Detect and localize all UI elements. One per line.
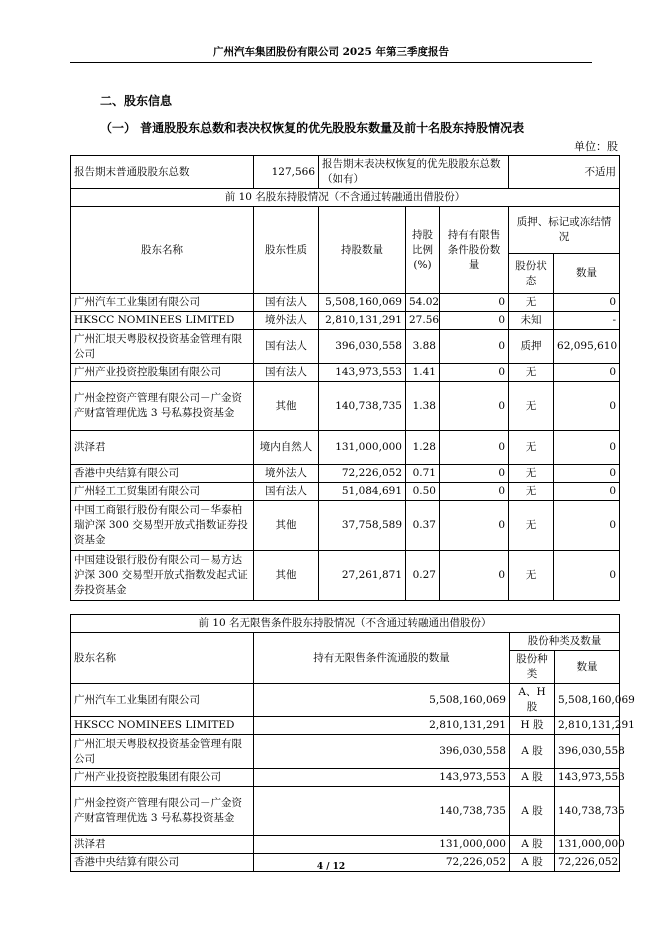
shareholder-nature: 境内自然人 bbox=[254, 431, 319, 465]
share-type: A 股 bbox=[510, 787, 555, 836]
u-col-header-shares: 持有无限售条件流通股的数量 bbox=[254, 633, 510, 684]
share-qty: 140,738,735 bbox=[555, 787, 620, 836]
table-row bbox=[71, 769, 620, 787]
shareholder-name: 广州产业投资控股集团有限公司 bbox=[71, 364, 254, 382]
holding-ratio: 54.02 bbox=[406, 294, 440, 312]
pledge-qty: 62,095,610 bbox=[554, 330, 620, 364]
unit-label: 单位：股 bbox=[574, 140, 618, 153]
unrestricted-title: 前 10 名无限售条件股东持股情况（不含通过转融通出借股份） bbox=[71, 615, 620, 633]
share-type: A 股 bbox=[510, 735, 555, 769]
shareholder-name: 香港中央结算有限公司 bbox=[71, 465, 254, 483]
table-row bbox=[71, 551, 620, 601]
pledge-qty: 0 bbox=[554, 431, 620, 465]
holding-ratio: 0.50 bbox=[406, 483, 440, 501]
shareholder-name: 洪泽君 bbox=[71, 431, 254, 465]
share-type: H 股 bbox=[510, 717, 555, 735]
col-header-status: 股份状态 bbox=[509, 254, 554, 294]
shares-held: 51,084,691 bbox=[319, 483, 406, 501]
shareholder-name: 洪泽君 bbox=[71, 836, 254, 854]
shares-held: 2,810,131,291 bbox=[319, 312, 406, 330]
table-row bbox=[71, 431, 620, 465]
shares-held: 5,508,160,069 bbox=[319, 294, 406, 312]
pledge-status: 无 bbox=[509, 431, 554, 465]
shareholder-name: 广州汇垠天粤股权投资基金管理有限公司 bbox=[71, 330, 254, 364]
col-header-shares: 持股数量 bbox=[319, 207, 406, 294]
top10-title: 前 10 名股东持股情况（不含通过转融通出借股份） bbox=[71, 189, 620, 207]
shares-held: 72,226,052 bbox=[319, 465, 406, 483]
top10-shareholders-table bbox=[70, 155, 620, 601]
shares-held: 131,000,000 bbox=[319, 431, 406, 465]
table-row bbox=[71, 364, 620, 382]
share-type: A、H 股 bbox=[510, 684, 555, 717]
pledge-status: 未知 bbox=[509, 312, 554, 330]
pledge-status: 无 bbox=[509, 294, 554, 312]
pledge-status: 无 bbox=[509, 501, 554, 551]
shareholder-name: 广州金控资产管理有限公司－广金资产财富管理优选 3 号私募投资基金 bbox=[71, 382, 254, 431]
restricted-shares: 0 bbox=[440, 364, 509, 382]
restricted-shares: 0 bbox=[440, 382, 509, 431]
shareholder-nature: 国有法人 bbox=[254, 330, 319, 364]
share-type: A 股 bbox=[510, 769, 555, 787]
col-header-restricted: 持有有限售条件股份数量 bbox=[440, 207, 509, 294]
section-title: 二、股东信息 bbox=[100, 94, 173, 108]
pledge-status: 无 bbox=[509, 382, 554, 431]
shareholder-nature: 境外法人 bbox=[254, 465, 319, 483]
pledge-status: 无 bbox=[509, 465, 554, 483]
shareholder-nature: 国有法人 bbox=[254, 294, 319, 312]
restricted-shares: 0 bbox=[440, 483, 509, 501]
col-header-ratio: 持股比例(%) bbox=[406, 207, 440, 294]
shareholder-name: 广州产业投资控股集团有限公司 bbox=[71, 769, 254, 787]
restricted-shares: 0 bbox=[440, 431, 509, 465]
holding-ratio: 0.37 bbox=[406, 501, 440, 551]
shares-held: 396,030,558 bbox=[319, 330, 406, 364]
col-header-name: 股东名称 bbox=[71, 207, 254, 294]
shareholder-name: 香港中央结算有限公司 bbox=[71, 854, 254, 872]
shares-held: 37,758,589 bbox=[319, 501, 406, 551]
holding-ratio: 0.71 bbox=[406, 465, 440, 483]
share-qty: 72,226,052 bbox=[555, 854, 620, 872]
page-header-title: 广州汽车集团股份有限公司 2025 年第三季度报告 bbox=[212, 46, 450, 58]
holding-ratio: 1.38 bbox=[406, 382, 440, 431]
restricted-shares: 0 bbox=[440, 501, 509, 551]
shares-held: 27,261,871 bbox=[319, 551, 406, 601]
pledge-qty: 0 bbox=[554, 465, 620, 483]
table-row bbox=[71, 836, 620, 854]
shares-held: 143,973,553 bbox=[319, 364, 406, 382]
share-qty: 396,030,558 bbox=[555, 735, 620, 769]
shareholder-nature: 其他 bbox=[254, 551, 319, 601]
shareholder-nature: 国有法人 bbox=[254, 483, 319, 501]
share-qty: 131,000,000 bbox=[555, 836, 620, 854]
shareholder-nature: 其他 bbox=[254, 382, 319, 431]
shareholder-nature: 其他 bbox=[254, 501, 319, 551]
share-qty: 143,973,553 bbox=[555, 769, 620, 787]
unrestricted-shares: 5,508,160,069 bbox=[254, 684, 510, 717]
unrestricted-shareholders-table bbox=[70, 614, 635, 872]
unrestricted-shares: 143,973,553 bbox=[254, 769, 510, 787]
pledge-status: 质押 bbox=[509, 330, 554, 364]
table-row bbox=[71, 294, 620, 312]
share-qty: 2,810,131,291 bbox=[555, 717, 620, 735]
pledge-status: 无 bbox=[509, 364, 554, 382]
page-number: 4 / 12 bbox=[316, 862, 346, 872]
shareholder-name: HKSCC NOMINEES LIMITED bbox=[71, 312, 254, 330]
pledge-qty: 0 bbox=[554, 364, 620, 382]
table-row bbox=[71, 483, 620, 501]
restricted-shares: 0 bbox=[440, 330, 509, 364]
common-holders-value: 127,566 bbox=[254, 156, 319, 189]
table-row bbox=[71, 735, 620, 769]
restricted-shares: 0 bbox=[440, 312, 509, 330]
restricted-shares: 0 bbox=[440, 465, 509, 483]
holding-ratio: 3.88 bbox=[406, 330, 440, 364]
unrestricted-shares: 2,810,131,291 bbox=[254, 717, 510, 735]
share-qty: 5,508,160,069 bbox=[555, 684, 620, 717]
u-col-header-name: 股东名称 bbox=[71, 633, 254, 684]
u-col-header-type: 股份种类 bbox=[510, 651, 555, 684]
pledge-status: 无 bbox=[509, 551, 554, 601]
pref-holders-label: 报告期末表决权恢复的优先股股东总数（如有） bbox=[319, 156, 509, 189]
pref-holders-value: 不适用 bbox=[509, 156, 620, 189]
holding-ratio: 27.56 bbox=[406, 312, 440, 330]
pledge-status: 无 bbox=[509, 483, 554, 501]
shareholder-name: 广州汇垠天粤股权投资基金管理有限公司 bbox=[71, 735, 254, 769]
holding-ratio: 0.27 bbox=[406, 551, 440, 601]
shares-held: 140,738,735 bbox=[319, 382, 406, 431]
col-header-qty: 数量 bbox=[554, 254, 620, 294]
shareholder-name: 广州汽车工业集团有限公司 bbox=[71, 684, 254, 717]
unrestricted-shares: 72,226,052 bbox=[254, 854, 510, 872]
holding-ratio: 1.41 bbox=[406, 364, 440, 382]
table-row bbox=[71, 684, 620, 717]
table-row bbox=[71, 382, 620, 431]
shareholder-name: HKSCC NOMINEES LIMITED bbox=[71, 717, 254, 735]
shareholder-name: 广州汽车工业集团有限公司 bbox=[71, 294, 254, 312]
pledge-qty: 0 bbox=[554, 501, 620, 551]
shareholder-name: 广州轻工工贸集团有限公司 bbox=[71, 483, 254, 501]
pledge-qty: 0 bbox=[554, 294, 620, 312]
share-type: A 股 bbox=[510, 854, 555, 872]
u-col-header-qty: 数量 bbox=[555, 651, 620, 684]
col-header-nature: 股东性质 bbox=[254, 207, 319, 294]
col-header-pledge: 质押、标记或冻结情况 bbox=[509, 207, 620, 254]
share-type: A 股 bbox=[510, 836, 555, 854]
table-row bbox=[71, 330, 620, 364]
table-row bbox=[71, 787, 620, 836]
pledge-qty: 0 bbox=[554, 551, 620, 601]
shareholder-nature: 境外法人 bbox=[254, 312, 319, 330]
holding-ratio: 1.28 bbox=[406, 431, 440, 465]
common-holders-label: 报告期末普通股股东总数 bbox=[71, 156, 254, 189]
table-row bbox=[71, 312, 620, 330]
table-row bbox=[71, 465, 620, 483]
shareholder-name: 中国工商银行股份有限公司－华泰柏瑞沪深 300 交易型开放式指数证券投资基金 bbox=[71, 501, 254, 551]
pledge-qty: 0 bbox=[554, 483, 620, 501]
shareholder-name: 中国建设银行股份有限公司－易方达沪深 300 交易型开放式指数发起式证券投资基金 bbox=[71, 551, 254, 601]
table-row bbox=[71, 717, 620, 735]
unrestricted-shares: 140,738,735 bbox=[254, 787, 510, 836]
restricted-shares: 0 bbox=[440, 294, 509, 312]
table-row bbox=[71, 501, 620, 551]
restricted-shares: 0 bbox=[440, 551, 509, 601]
subsection-title: （一） 普通股股东总数和表决权恢复的优先股股东数量及前十名股东持股情况表 bbox=[100, 121, 525, 135]
header-divider bbox=[70, 62, 592, 63]
pledge-qty: 0 bbox=[554, 382, 620, 431]
pledge-qty: - bbox=[554, 312, 620, 330]
unrestricted-shares: 131,000,000 bbox=[254, 836, 510, 854]
unrestricted-shares: 396,030,558 bbox=[254, 735, 510, 769]
shareholder-nature: 国有法人 bbox=[254, 364, 319, 382]
u-col-header-type-group: 股份种类及数量 bbox=[510, 633, 620, 651]
shareholder-name: 广州金控资产管理有限公司－广金资产财富管理优选 3 号私募投资基金 bbox=[71, 787, 254, 836]
